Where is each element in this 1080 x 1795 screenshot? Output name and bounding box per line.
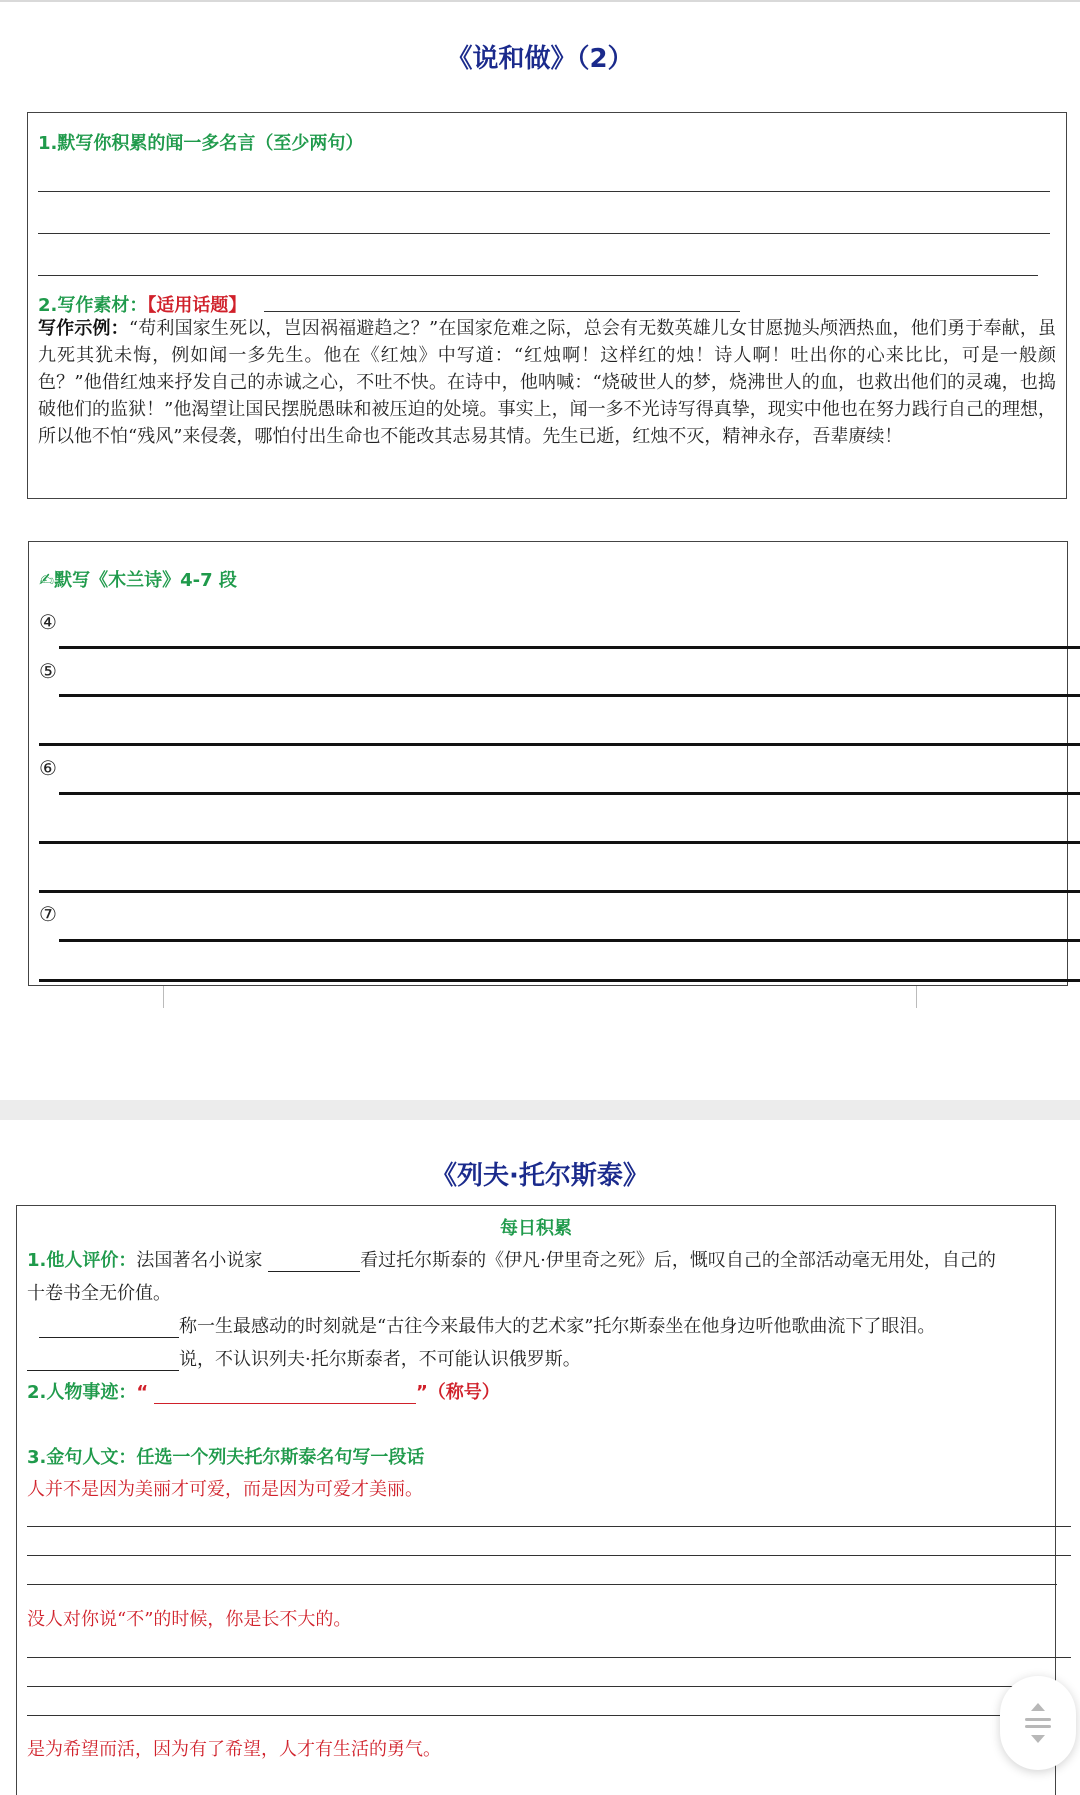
evaluation-row-1-cont: 十卷书全无价值。 [27,1283,171,1304]
deeds-row [27,1378,500,1404]
writing-line [59,646,1080,649]
quote-2: 没人对你说“不”的时候，你是长不大的。 [27,1609,352,1630]
section2-label: 2.写作素材： [38,295,148,316]
evaluation-row-2 [39,1312,935,1338]
scroll-to-top-button[interactable] [1000,1676,1076,1770]
exercise-box-2 [28,541,1068,986]
scroll-bar-icon [1025,1725,1051,1728]
fill-blank [154,1384,416,1404]
answer-line [27,1715,1057,1716]
section2-heading [38,291,246,317]
fill-blank [27,1351,179,1371]
writing-line [59,939,1080,942]
evaluation-text-3: 说，不认识列夫·托尔斯泰者，不可能认识俄罗斯。 [179,1349,581,1370]
scroll-bar-icon [1025,1718,1051,1721]
open-quote: “ [136,1382,149,1403]
answer-line [27,1584,1057,1585]
answer-line [38,275,1038,276]
example-label: 写作示例： [38,318,129,339]
evaluation-text-a: 法国著名小说家 [136,1250,263,1271]
fill-blank [39,1318,179,1338]
answer-line [38,233,1050,234]
evaluation-row-1 [27,1246,996,1272]
quotes-heading: 3.金句人文：任选一个列夫托尔斯泰名句写一段话 [27,1447,425,1468]
answer-line [27,1526,1071,1527]
writing-line [39,979,1080,982]
exercise-box-1 [27,112,1067,499]
answer-line [38,191,1050,192]
scroll-up-icon [1031,1703,1045,1711]
answer-line [27,1555,1071,1556]
page-separator [0,1100,1080,1120]
example-text: “苟利国家生死以，岂因祸福避趋之？”在国家危难之际，总会有无数英雄儿女甘愿抛头颅洒热血，他们勇于奉献，虽九死其犹未悔，例如闻一多先生。他在《红烛》中写道：“红烛啊！这样红的烛！诗人啊！吐出你的心来比比，可是一般颜色？”他借红烛来抒发自己的赤诚之心，不吐不快。在诗中，他呐喊：“烧破世人的梦，烧沸世人的血，也救出他们的灵魂，也捣破他们的监狱！”他渴望让国民摆脱愚昧和被压迫的处境。事实上，闻一多不光诗写得真挚，现实中他也在努力践行自己的理想，所以他不怕“残风”来侵袭，哪怕付出生命也不能改其志易其情。先生已逝，红烛不灭，精神永存，吾辈赓续！ [38,318,1056,447]
answer-line [27,1686,1057,1687]
page-top-divider [0,0,1080,2]
writing-example [38,315,1056,450]
evaluation-text-b: 看过托尔斯泰的《伊凡·伊里奇之死》后，慨叹自己的全部活动毫无用处，自己的 [360,1250,996,1271]
topic-tag: 【适用话题】 [147,295,247,316]
deeds-label: 2.人物事迹： [27,1382,137,1403]
paragraph-marker-5: ⑤ [39,659,57,683]
writing-line [59,792,1080,795]
worksheet-page-2 [0,1120,1080,1795]
page-margin-mark [163,986,164,1008]
title-suffix: （称号） [427,1382,500,1403]
paragraph-marker-6: ⑥ [39,756,57,780]
exercise-box-3 [16,1205,1056,1795]
writing-line [39,743,1080,746]
page-title: 《列夫·托尔斯泰》 [431,1161,649,1191]
writing-line [39,841,1080,844]
paragraph-marker-4: ④ [39,610,57,634]
daily-accumulation-heading: 每日积累 [500,1218,572,1239]
quote-3: 是为希望而活，因为有了希望，人才有生活的勇气。 [27,1739,441,1760]
paragraph-marker-7: ⑦ [39,902,57,926]
scroll-down-icon [1031,1735,1045,1743]
section3-heading: ✍默写《木兰诗》4-7 段 [39,570,237,591]
page-title: 《说和做》（2） [446,44,634,74]
evaluation-text-2: 称一生最感动的时刻就是“古往今来最伟大的艺术家”托尔斯泰坐在他身边听他歌曲流下了眼泪。 [179,1316,936,1337]
writing-line [59,694,1080,697]
page-margin-mark [916,986,917,1008]
evaluation-label: 1.他人评价： [27,1250,137,1271]
fill-blank [268,1252,360,1272]
quote-1: 人并不是因为美丽才可爱，而是因为可爱才美丽。 [27,1479,423,1500]
answer-line [27,1657,1071,1658]
close-quote: ” [415,1382,428,1403]
evaluation-row-3 [27,1345,581,1371]
writing-line [39,890,1080,893]
topic-blank-line [264,311,740,312]
section1-heading: 1.默写你积累的闻一多名言（至少两句） [38,133,364,154]
